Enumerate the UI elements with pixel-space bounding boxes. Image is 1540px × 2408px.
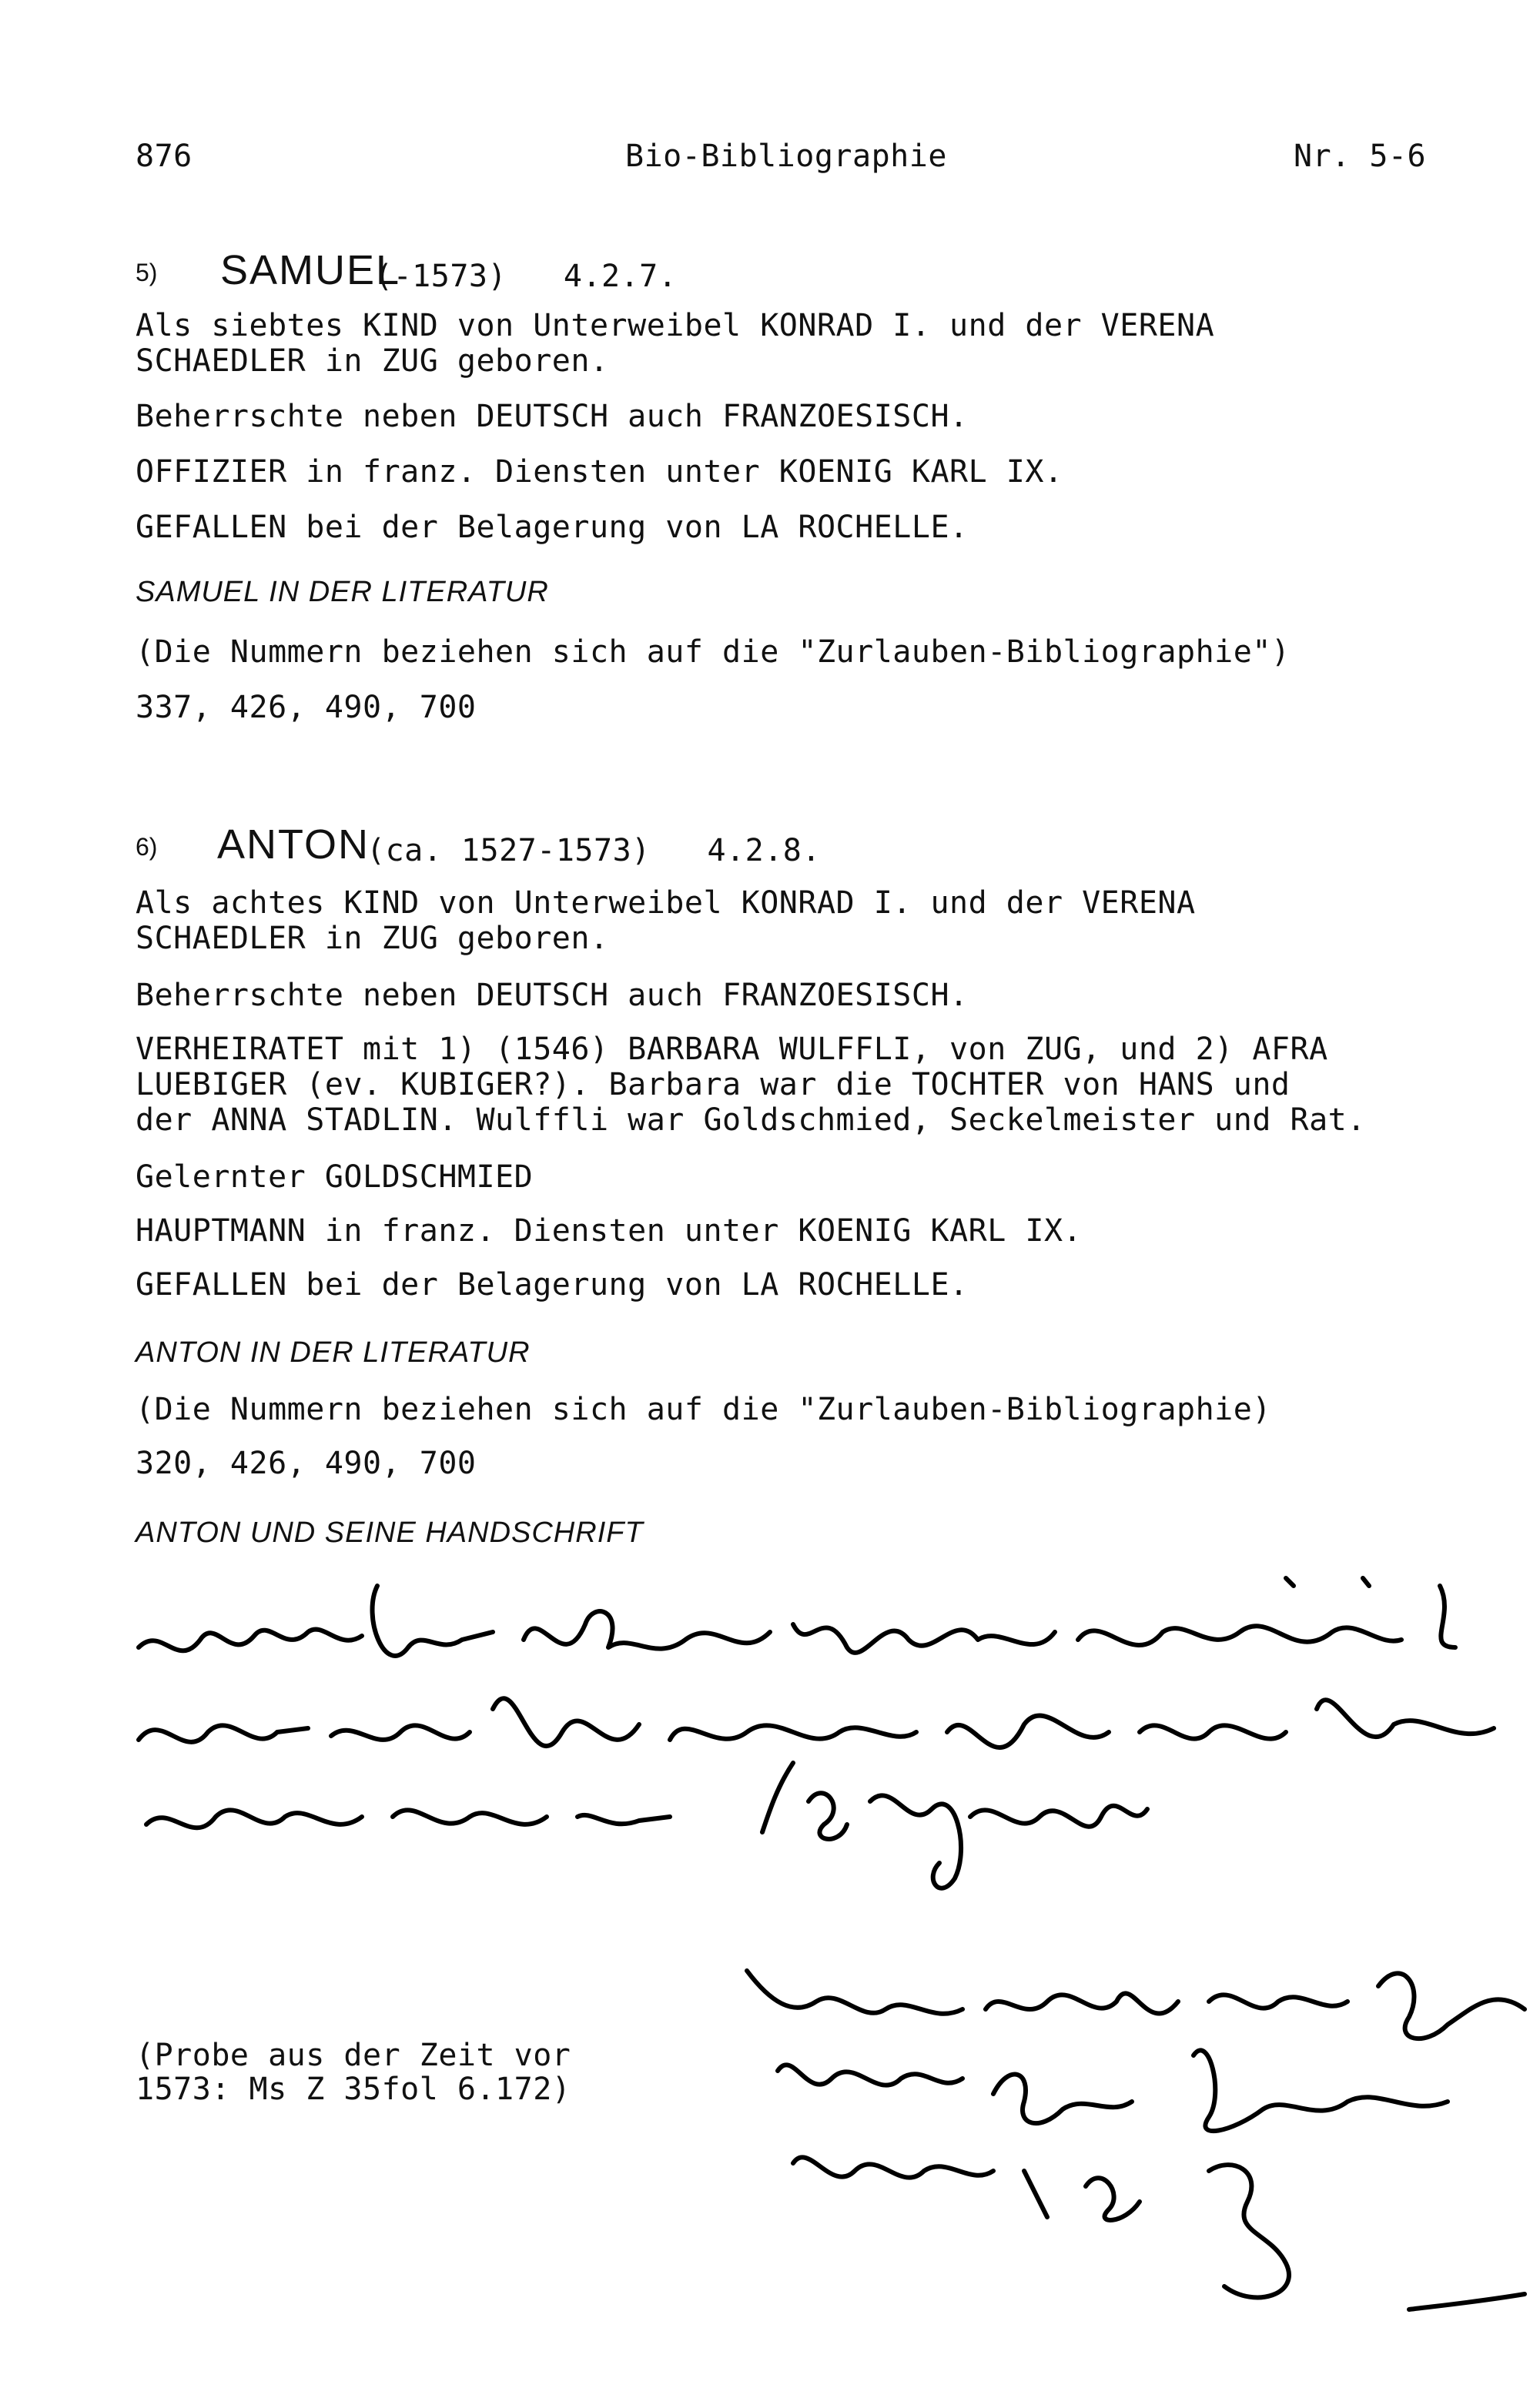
death-paragraph: GEFALLEN bei der Belagerung von LA ROCHELLE. (136, 1267, 969, 1303)
entry-number: 5) (136, 259, 158, 286)
person-dates: (ca. 1527-1573) 4.2.8. (367, 833, 821, 868)
literature-numbers: 337, 426, 490, 700 (136, 690, 477, 725)
literature-heading: ANTON IN DER LITERATUR (136, 1336, 531, 1369)
handwriting-heading: ANTON UND SEINE HANDSCHRIFT (136, 1517, 644, 1549)
literature-note: (Die Nummern beziehen sich auf die "Zurlauben-Bibliographie") (136, 634, 1291, 670)
person-dates: (-1573) 4.2.7. (374, 259, 678, 294)
page-number: 876 (136, 139, 192, 174)
handwriting-sample-image-2 (732, 1940, 1532, 2340)
literature-note: (Die Nummern beziehen sich auf die "Zurlauben-Bibliographie) (136, 1392, 1271, 1427)
handwriting-sample-image (131, 1555, 1502, 1917)
profession-paragraph: Gelernter GOLDSCHMIED (136, 1159, 534, 1195)
running-title: Bio-Bibliographie (625, 139, 947, 174)
death-paragraph: GEFALLEN bei der Belagerung von LA ROCHELLE. (136, 510, 969, 545)
handwriting-caption: (Probe aus der Zeit vor 1573: Ms Z 35fol 6.172) (136, 2038, 571, 2107)
birth-paragraph: Als siebtes KIND von Unterweibel KONRAD I. und der VERENA SCHAEDLER in ZUG geboren. (136, 308, 1215, 379)
languages-paragraph: Beherrschte neben DEUTSCH auch FRANZOESISCH. (136, 978, 969, 1013)
entry-number: 6) (136, 833, 158, 861)
literature-heading: SAMUEL IN DER LITERATUR (136, 576, 549, 608)
career-paragraph: HAUPTMANN in franz. Diensten unter KOENIG KARL IX. (136, 1213, 1083, 1249)
person-name: ANTON (217, 821, 370, 868)
literature-numbers: 320, 426, 490, 700 (136, 1446, 477, 1481)
section-number: Nr. 5-6 (1294, 139, 1427, 174)
birth-paragraph: Als achtes KIND von Unterweibel KONRAD I. und der VERENA SCHAEDLER in ZUG geboren. (136, 885, 1196, 956)
marriage-paragraph: VERHEIRATET mit 1) (1546) BARBARA WULFFLI, von ZUG, und 2) AFRA LUEBIGER (ev. KUBIGER?). Barbara war die TOCHTER von HANS und der ANNA STADLIN. Wulffli war Goldschmied, Seckelmeister und Rat. (136, 1032, 1366, 1138)
languages-paragraph: Beherrschte neben DEUTSCH auch FRANZOESISCH. (136, 399, 969, 434)
career-paragraph: OFFIZIER in franz. Diensten unter KOENIG KARL IX. (136, 454, 1063, 490)
person-name: SAMUEL (220, 247, 401, 293)
